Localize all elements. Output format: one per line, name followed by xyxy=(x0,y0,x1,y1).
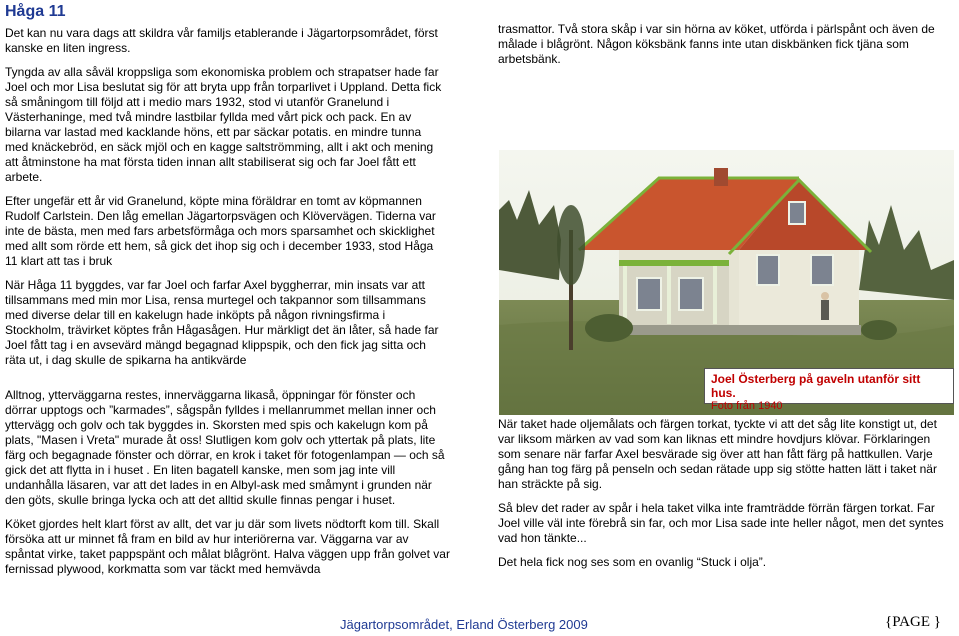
photo-caption xyxy=(704,368,954,412)
right-column-top xyxy=(498,22,953,76)
paragraph-construction: Alltnog, ytterväggarna restes, innerväggarna likaså, öppningar för fönster och dörrar upptogs och ”karmades”, sågspån fylldes i mellanrummet mellan inner och yttervägg och golv och tak byggdes in. Skorsten med spis och kakelugn kom på plats, "Masen i Vreta" murade åt oss! Slutligen kom golv och yttertak på plats, lite färg och begagnade fönster och dörrar, en krok i taket för fotogenlampan — och så gick det att flytta in i huset . En liten bagatell kanske, men som jag inte vill undanhålla läsaren, var att det lades in en Albyl-ask med småmynt i grunden när den göts, skulle bringa lycka och att det alltid skulle finnas pengar i huset. xyxy=(5,388,445,507)
paragraph-stuck: Det hela fick nog ses som en ovanlig “Stuck i olja”. xyxy=(498,555,767,569)
page-title: Håga 11 xyxy=(5,3,66,20)
left-column-top xyxy=(5,2,447,377)
paragraph-kitchen: Köket gjordes helt klart först av allt, det var ju där som livets nödtorft kom till. Skall försöka att ur minnet få fram en bild av hur interiörerna var. Väggarna var av spåntat virke, taket pappspänt och målat blågrönt. Halva väggen upp från golvet var fernissad plywood, korkmatta som var täckt med hemvävda xyxy=(5,517,450,576)
page-number-field: {PAGE } xyxy=(885,614,941,630)
left-column-bottom xyxy=(5,388,450,586)
paragraph-kitchen-cont: trasmattor. Två stora skåp i var sin hörna av köket, utförda i pärlspånt och även de målade i blågrönt. Någon köksbänk fanns inte utan diskbänken fick tjäna som arbetsbänk. xyxy=(498,22,935,66)
paragraph-roof: När taket hade oljemålats och färgen torkat, tyckte vi att det såg lite konstigt ut, det var liksom märken av vad som kan liknas ett mindre hovdjurs klövar. Förklaringen som senare när farfar Axel besvärade sig över att han fått färg på hattkullen. Varje gång han tog färg på penseln och sedan rätade upp sig stötte hatten lätt i taket när han sträckte på sig. xyxy=(498,417,937,491)
caption-subtitle: Foto från 1940 xyxy=(711,400,783,412)
paragraph-tracks: Så blev det rader av spår i hela taket vilka inte framträdde förrän färgen torkat. Far Joel ville väl inte förebrå sin far, och mor Lisa sade inte heller något, men det syntes vad hon tänkte... xyxy=(498,501,944,545)
paragraph-building: När Håga 11 byggdes, var far Joel och farfar Axel byggherrar, min insats var att tillsammans med min mor Lisa, rensa murtegel och takpannor som tillsammans med diverse delar till en kakelugn hade inköpts på någon rivningsfirma i Stockholm, trävirket köptes från Hågasågen. Hur märkligt det än låter, så hade far Joel fått tag i en avsevärd mängd begagnad klippspik, och den fick jag sitta och räta ut, i dag skulle de spikarna ha antikvärde xyxy=(5,278,439,367)
caption-title: Joel Österberg på gaveln utanför sitt hus. xyxy=(711,372,921,400)
right-column-bottom xyxy=(498,417,953,579)
intro-paragraph: Det kan nu vara dags att skildra vår familjs etablerande i Jägartorpsområdet, först kanske en liten ingress. xyxy=(5,26,438,55)
paragraph-plot: Efter ungefär ett år vid Granelund, köpte mina föräldrar en tomt av köpmannen Rudolf Carlstein. Den låg emellan Jägartorpsvägen och Klövervägen. Tiderna var inte de bästa, men med fars arbetsförmåga och mors sparsamhet och skicklighet med allt som rörde ett hem, så gick det ihop sig och i december 1933, stod Håga 11 klart att tas i bruk xyxy=(5,194,436,268)
paragraph-move: Tyngda av alla såväl kroppsliga som ekonomiska problem och strapatser hade far Joel och mor Lisa beslutat sig för att bryta upp från torparlivet i Uppland. Detta fick så småningom till följd att i medio mars 1932, stod vi utanför Granelund i Västerhaninge, med två mindre lastbilar fyllda med vårt pick och pack. En av bilarna var lastad med kacklande höns, ett par säckar potatis. en mindre tunna med knäckebröd, en säck mjöl och en kagge saltströmming, allt i akt och mening att åtminstone ha mat första tiden innan allt stabiliserat sig och far Joel fått ett arbete. xyxy=(5,65,442,184)
footer-credit: Jägartorpsområdet, Erland Österberg 2009 xyxy=(340,617,588,632)
